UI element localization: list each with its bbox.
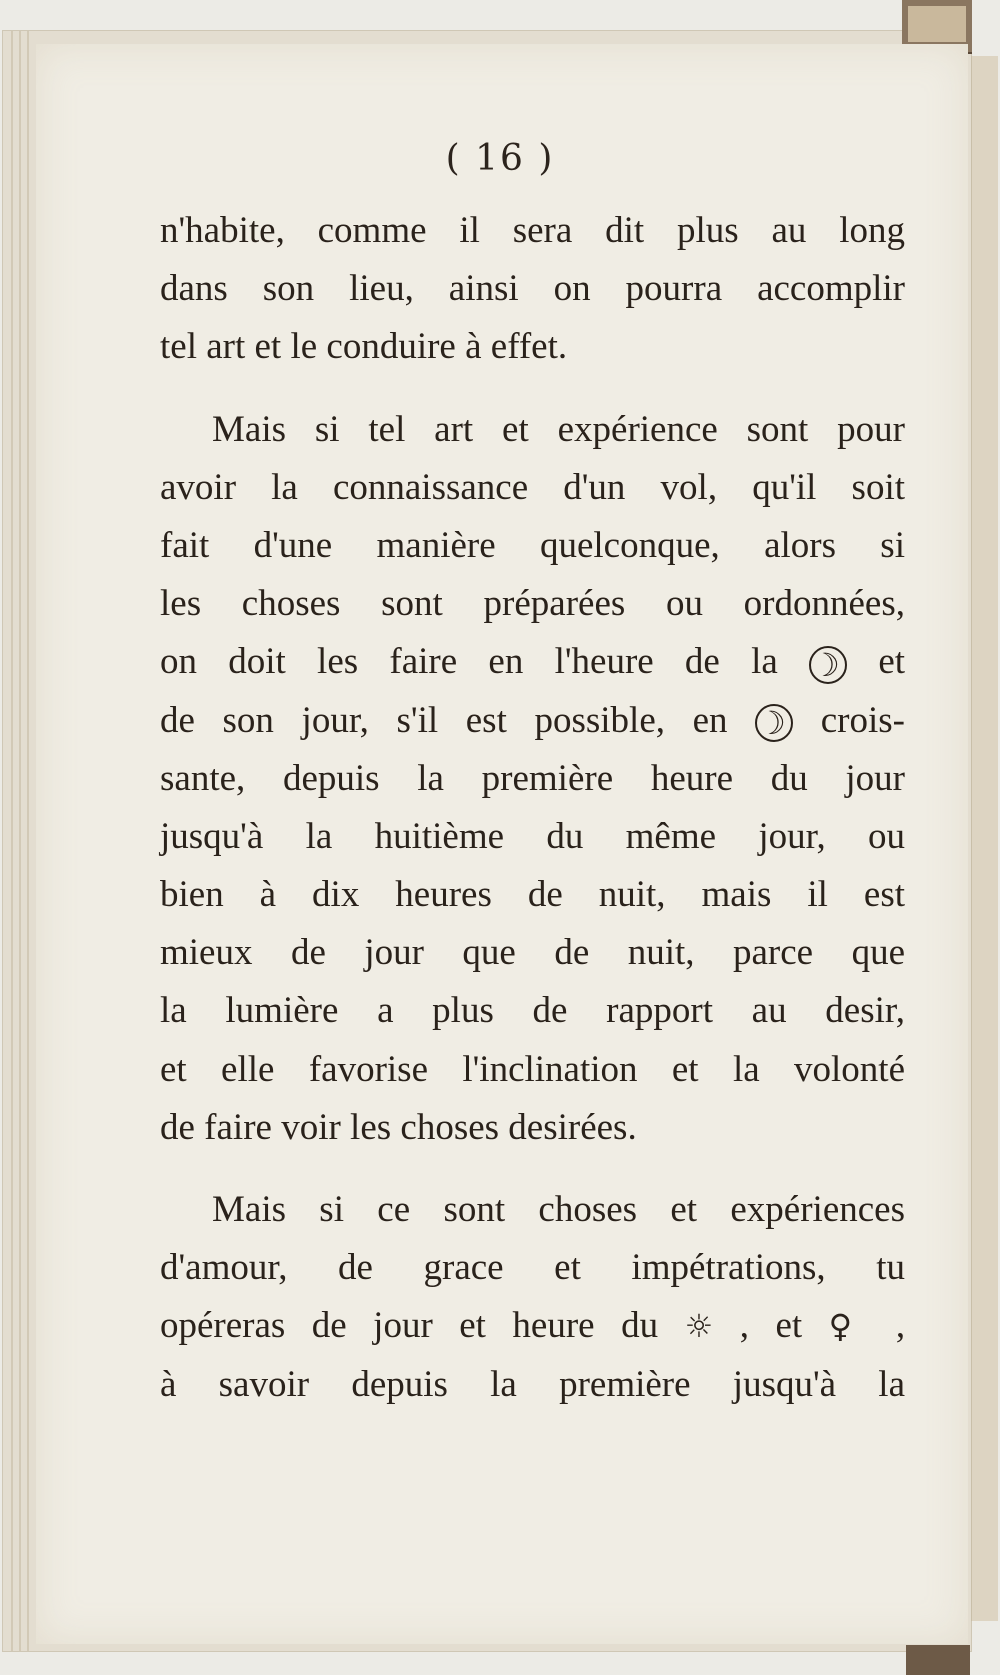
text-segment: et [878,641,906,683]
right-page-edge [971,56,998,1621]
page-number: ( 16 ) [445,138,555,179]
text-segment: on doit les faire en l'heure de la [160,641,778,683]
page-edge-line [11,31,13,1651]
text-segment: de son jour, s'il est possible, en [160,699,728,741]
text-line [160,692,905,750]
text-line: Mais si ce sont choses et expériences [212,1189,905,1230]
text-segment: , [895,1305,906,1347]
text-line: à savoir depuis la première jusqu'à la [160,1363,905,1405]
text-line: Mais si tel art et expérience sont pour [212,408,905,450]
text-line: n'habite, comme il sera dit plus au long [160,210,905,251]
text-segment: opéreras de jour et heure du [160,1305,659,1347]
text-line: la lumière a plus de rapport au desir, [160,990,905,1032]
text-line: et elle favorise l'inclination et la volonté [160,1048,905,1090]
page-edge-line [19,31,21,1651]
text-line: mieux de jour que de nuit, parce que [160,932,905,974]
text-line: d'amour, de grace et impétrations, tu [160,1247,905,1289]
text-line: dans son lieu, ainsi on pourra accomplir [160,268,905,310]
text-line [160,633,905,691]
page-body-text [160,202,905,1414]
sun-symbol-icon: ☼ [684,1307,714,1346]
text-line [160,1297,905,1355]
text-line: bien à dix heures de nuit, mais il est [160,874,905,916]
moon-symbol-icon: ☽ [755,704,793,742]
moon-symbol-icon: ☽ [809,646,847,684]
text-line: fait d'une manière quelconque, alors si [160,524,905,566]
text-segment: crois- [820,699,905,741]
text-line: de faire voir les choses desirées. [160,1106,637,1148]
binding-bottom [906,1645,970,1675]
venus-symbol-icon: ♀ [828,1307,870,1346]
text-line: jusqu'à la huitième du même jour, ou [160,815,905,857]
text-segment: , et [739,1305,803,1347]
text-line: les choses sont préparées ou ordonnées, [160,583,905,625]
text-line: tel art et le conduire à effet. [160,326,568,368]
text-line: avoir la connaissance d'un vol, qu'il soit [160,466,905,508]
page-edge-line [27,31,29,1651]
text-line: sante, depuis la première heure du jour [160,757,905,799]
